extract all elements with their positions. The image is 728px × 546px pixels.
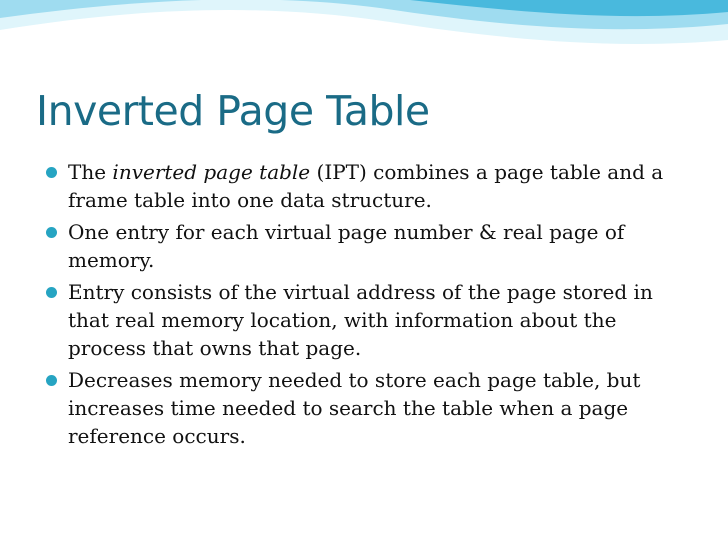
bullet-dot-icon bbox=[46, 375, 57, 386]
bullet-dot-icon bbox=[46, 227, 57, 238]
bullet-dot-icon bbox=[46, 287, 57, 298]
wave-highlight-line bbox=[0, 57, 728, 77]
bullet-item bbox=[46, 218, 678, 274]
bullet-item bbox=[46, 366, 678, 450]
bullet-dot-icon bbox=[46, 167, 57, 178]
bullet-text: Entry consists of the virtual address of the page stored in that real memory location, with information about the process that owns that page. bbox=[68, 280, 653, 360]
bullet-list bbox=[46, 158, 678, 454]
bullet-item bbox=[46, 278, 678, 362]
bullet-text: One entry for each virtual page number & real page of memory. bbox=[68, 220, 625, 272]
slide-title: Inverted Page Table bbox=[36, 87, 430, 135]
bullet-text-suffix: (IPT) combines a page table and a frame table into one data structure. bbox=[68, 160, 664, 212]
bullet-item bbox=[46, 158, 678, 214]
bullet-text-emphasis: inverted page table bbox=[112, 160, 311, 184]
bullet-text: Decreases memory needed to store each page table, but increases time needed to search the table when a page reference occurs. bbox=[68, 368, 641, 448]
header-wave-decoration bbox=[0, 0, 728, 90]
bullet-text-prefix: The bbox=[68, 160, 113, 184]
